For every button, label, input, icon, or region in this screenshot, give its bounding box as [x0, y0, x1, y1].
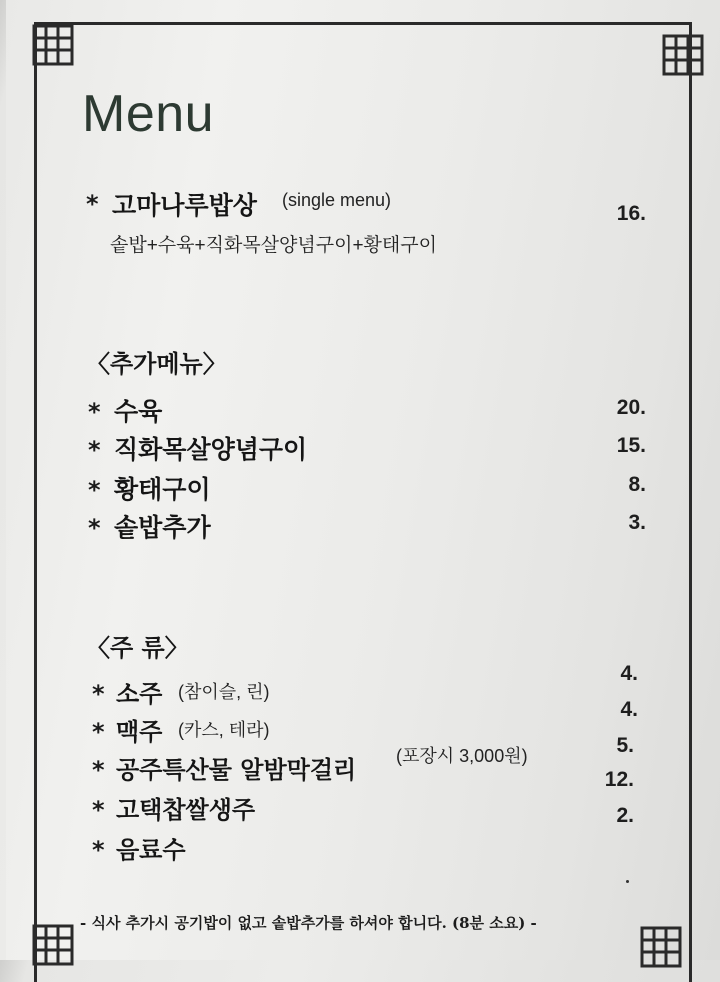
- drink-item-name: 음료수: [116, 835, 186, 864]
- bullet: *: [88, 514, 101, 542]
- main-dish-description: 솥밥+수육+직화목살양념구이+황태구이: [110, 235, 437, 256]
- lattice-corner-icon: [30, 922, 72, 964]
- menu-item-name: 솥밥추가: [114, 513, 211, 542]
- section-header-extra: 〈추가메뉴〉: [86, 349, 227, 378]
- bullet: *: [88, 476, 101, 504]
- drink-item-note: (참이슬, 린): [178, 682, 270, 702]
- bullet: *: [92, 836, 105, 864]
- menu-item-name: 황태구이: [114, 475, 211, 504]
- menu-item-price: 15.: [616, 434, 646, 457]
- section-header-drinks: 〈주 류〉: [86, 633, 189, 662]
- drink-item-name: 고택찹쌀생주: [116, 795, 256, 824]
- main-dish-name: 고마나루밥상: [112, 191, 257, 220]
- menu-item-price: 20.: [616, 396, 646, 419]
- bullet: *: [92, 756, 105, 784]
- lattice-corner-icon: [30, 22, 72, 64]
- bullet: *: [88, 398, 101, 426]
- drink-item-price: 12.: [604, 768, 634, 791]
- menu-title: Menu: [82, 85, 215, 143]
- drink-item-price: 2.: [616, 804, 634, 827]
- drink-item-price: 5.: [616, 734, 634, 757]
- lattice-corner-icon: [640, 926, 682, 968]
- menu-item-name: 수육: [114, 397, 163, 426]
- menu-item-price: 3.: [628, 511, 646, 534]
- bullet: *: [92, 718, 105, 746]
- menu-item-price: 8.: [628, 473, 646, 496]
- menu-item-name: 직화목살양념구이: [114, 435, 308, 464]
- drink-item-price: 4.: [620, 698, 638, 721]
- lattice-corner-icon: [662, 34, 704, 76]
- bullet: *: [92, 680, 105, 708]
- drink-item-note: (카스, 테라): [178, 720, 270, 740]
- ink-dot: [626, 880, 629, 883]
- drink-item-name: 소주: [116, 679, 163, 708]
- footer-notice: - 식사 추가시 공기밥이 없고 솥밥추가를 하셔야 합니다. (8분 소요) -: [80, 914, 537, 932]
- bullet: *: [92, 796, 105, 824]
- main-dish-note: (single menu): [282, 190, 392, 210]
- main-dish-price: 16.: [616, 202, 646, 225]
- drink-item-note: (포장시 3,000원): [396, 746, 528, 766]
- bullet: *: [86, 190, 99, 218]
- drink-item-name: 맥주: [116, 717, 163, 746]
- drink-item-price: 4.: [620, 662, 638, 685]
- bullet: *: [88, 436, 101, 464]
- drink-item-name: 공주특산물 알밤막걸리: [116, 755, 357, 784]
